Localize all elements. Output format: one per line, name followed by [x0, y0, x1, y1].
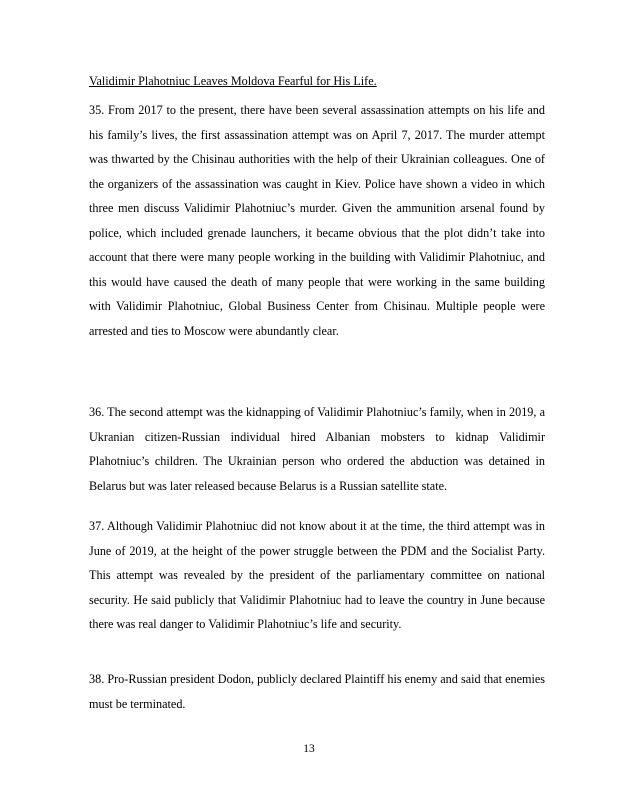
paragraph-35: 35. From 2017 to the present, there have been several assassination attempts on his life and his family’s lives, the first assassination attempt was on April 7, 2017. The murder attempt was thwarted by the Chisinau authorities with the help of their Ukrainian colleagues. One of the organizers of the assassination was caught in Kiev. Police have shown a video in which three men discuss Validimir Plahotniuc’s murder. Given the ammunition arsenal found by police, which included grenade launchers, it became obvious that the plot didn’t take into account that there were many people working in the building with Validimir Plahotniuc, and this would have caused the death of many people that were working in the same building with Validimir Plahotniuc, Global Business Center from Chisinau. Multiple people were arrested and ties to Moscow were abundantly clear.: [89, 103, 545, 338]
section-heading: Validimir Plahotniuc Leaves Moldova Fearful for His Life.: [89, 74, 377, 88]
paragraph-37: 37. Although Validimir Plahotniuc did not know about it at the time, the third attempt was in June of 2019, at the height of the power struggle between the PDM and the Socialist Party. This attempt was revealed by the president of the parliamentary committee on national security. He said publicly that Validimir Plahotniuc had to leave the country in June because there was real danger to Validimir Plahotniuc’s life and security.: [89, 519, 545, 631]
paragraph-38: 38. Pro-Russian president Dodon, publicly declared Plaintiff his enemy and said that enemies must be terminated.: [89, 672, 545, 711]
page-number: 13: [303, 743, 315, 755]
paragraph-36: 36. The second attempt was the kidnapping of Validimir Plahotniuc’s family, when in 2019, a Ukranian citizen-Russian individual hired Albanian mobsters to kidnap Validimir Plahotniuc’s children. The Ukrainian person who ordered the abduction was detained in Belarus but was later released because Belarus is a Russian satellite state.: [89, 405, 545, 493]
